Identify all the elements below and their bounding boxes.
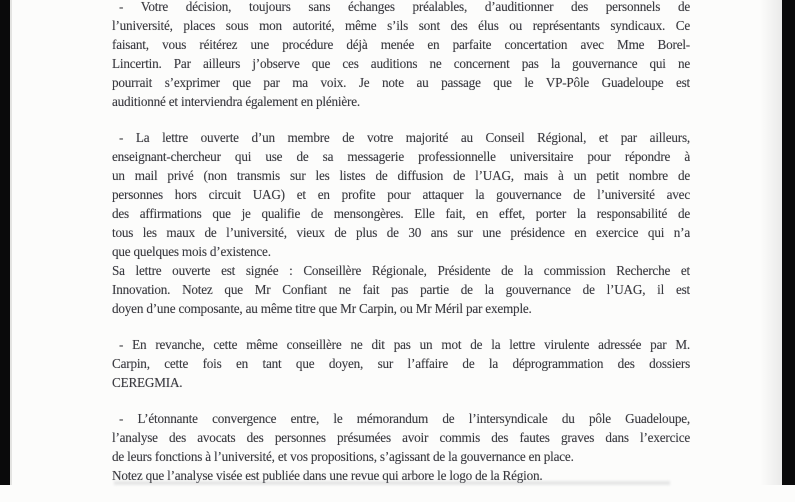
scan-border-right [782,0,795,485]
text-line: faisant, vous réitérez une procédure déjà menée en parfaite concertation avec Mme Borel- [112,37,690,52]
paragraph-convergence [112,409,690,485]
paragraph-en-revanche [112,335,690,392]
text-line: l’université, places sous mon autorité, même s’ils sont des élus ou représentants syndicaux. Ce [112,18,690,33]
scan-shadow-right [760,0,782,485]
text-line: Sa lettre ouverte est signée : Conseillère Régionale, Présidente de la commission Recherche et [112,263,690,278]
text-line: CEREGMIA. [112,375,183,390]
scan-border-left-edge-line [10,0,12,485]
text-line: Lincertin. Par ailleurs j’observe que ces auditions ne concernent pas la gouvernance qui ne [112,56,690,71]
text-line: que quelques mois d’existence. [112,244,271,259]
text-line: tous les maux de l’université, vieux de plus de 30 ans sur une présidence en exercice qui n’a [112,225,690,240]
text-line: des affirmations que je qualifie de mensongères. Elle fait, en effet, porter la responsabilité de [112,206,690,221]
text-line: - En revanche, cette même conseillère ne dit pas un mot de la lettre virulente adressée par M. [119,337,690,352]
text-line: - Votre décision, toujours sans échanges préalables, d’auditionner des personnels de [119,0,690,14]
text-line: auditionné et interviendra également en plénière. [112,94,360,109]
cutoff-next-text-line [114,481,670,485]
text-line: enseignant-chercheur qui use de sa messagerie professionnelle universitaire pour répondre à [112,149,690,164]
text-line: - L’étonnante convergence entre, le mémorandum de l’intersyndicale du pôle Guadeloupe, [119,411,690,426]
scan-border-left [0,0,10,485]
text-line: un mail privé (non transmis sur les listes de diffusion de l’UAG, mais à un petit nombre de [112,168,690,183]
text-line: de leurs fonctions à l’université, et vos propositions, s’agissant de la gouvernance en place. [112,449,574,464]
paragraph-decision-auditions [112,0,690,111]
text-line: pourrait s’exprimer que par ma voix. Je note au passage que le VP-Pôle Guadeloupe est [112,75,690,90]
text-line: Notez que l’analyse visée est publiée dans une revue qui arbore le logo de la Région. [112,468,543,483]
text-line: l’analyse des avocats des personnes présumées avoir commis des fautes graves dans l’exercice [112,430,690,445]
letter-body [112,0,690,502]
text-line: - La lettre ouverte d’un membre de votre majorité au Conseil Régional, et par ailleurs, [119,130,690,145]
text-line: doyen d’une composante, au même titre que Mr Carpin, ou Mr Méril par exemple. [112,301,532,316]
text-line: personnes hors circuit UAG) et en profite pour attaquer la gouvernance de l’université avec [112,187,690,202]
text-line: Innovation. Notez que Mr Confiant ne fait pas partie de la gouvernance de l’UAG, il est [112,282,690,297]
text-line: Carpin, cette fois en tant que doyen, sur l’affaire de la déprogrammation des dossiers [112,356,690,371]
paragraph-lettre-ouverte [112,128,690,318]
